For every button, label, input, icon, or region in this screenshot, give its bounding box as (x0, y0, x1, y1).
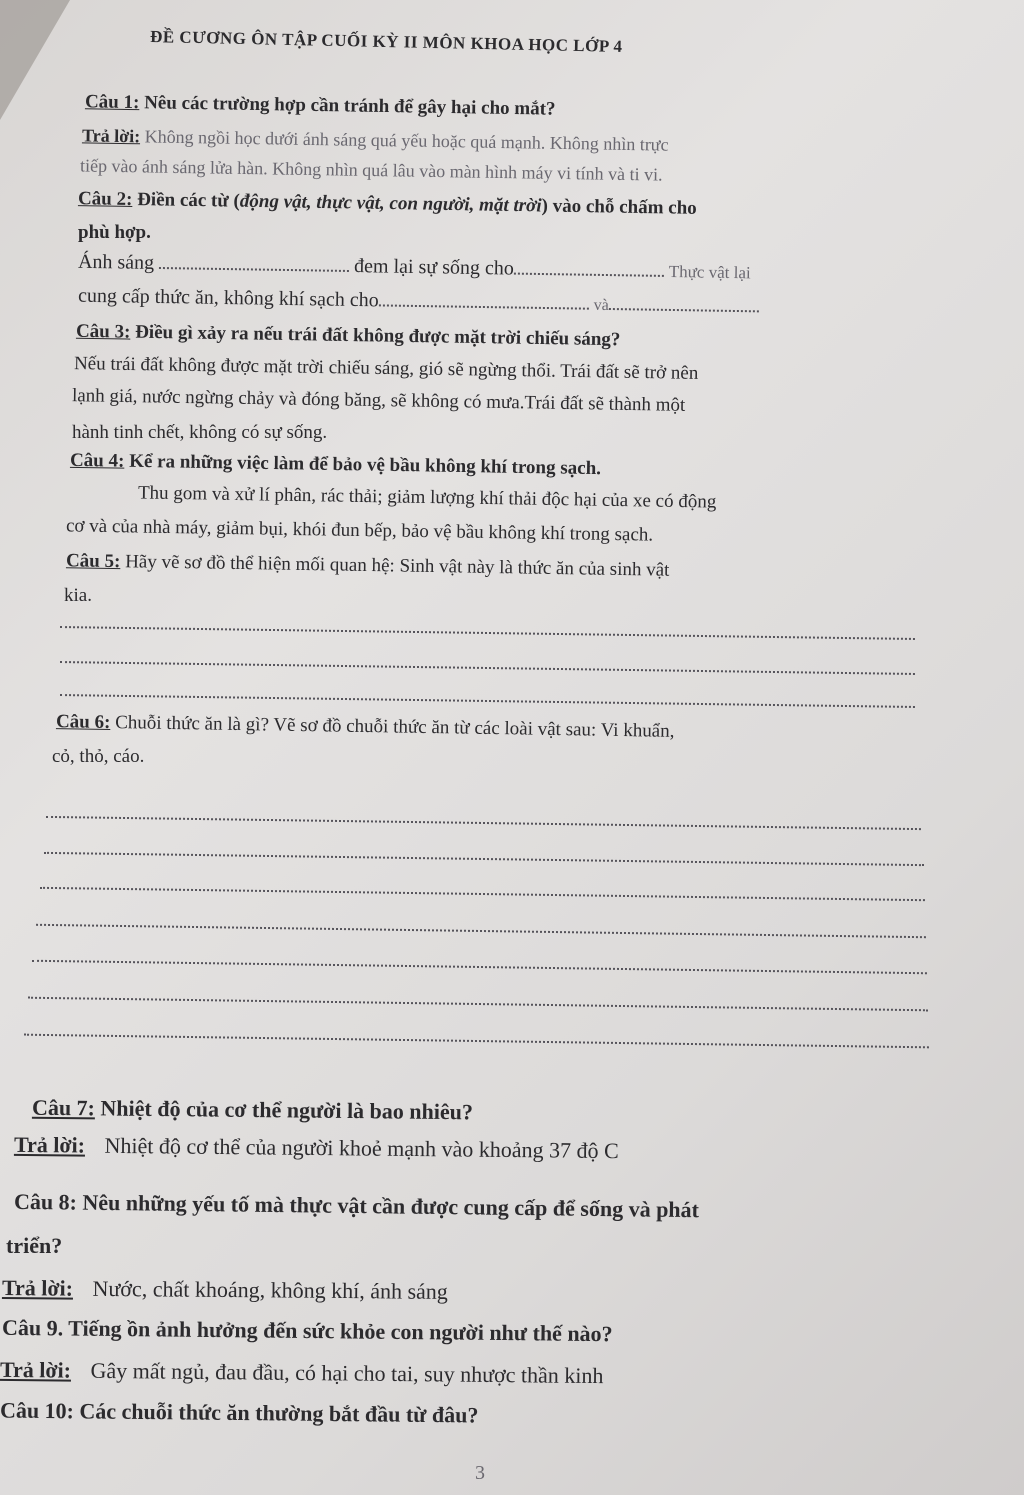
answer-5-blank-line-3[interactable] (60, 694, 915, 708)
question-8 (14, 1189, 699, 1223)
question-2-words: động vật, thực vật, con người, mặt trời (239, 190, 542, 217)
question-9-text: Tiếng ồn ảnh hưởng đến sức khỏe con người như thế nào? (63, 1315, 613, 1347)
answer-7 (14, 1132, 619, 1164)
question-1 (85, 91, 556, 120)
question-3-label: Câu 3: (75, 320, 131, 343)
answer-6-blank-line-5[interactable] (32, 960, 927, 974)
answer-3-line-3: hành tinh chết, không có sự sống. (72, 422, 328, 443)
answer-6-blank-line-2[interactable] (44, 852, 924, 866)
question-7 (32, 1095, 473, 1126)
answer-4-line-2: cơ và của nhà máy, giảm bụi, khói đun bếp, bảo vệ bầu không khí trong sạch. (65, 515, 654, 546)
question-10 (0, 1397, 479, 1428)
answer-1-label: Trả lời: (81, 125, 141, 147)
answer-1-line-2: tiếp vào ánh sáng lửa hàn. Không nhìn quá lâu vào màn hình máy vi tính và ti vi. (79, 155, 663, 185)
answer-7-text: Nhiệt độ cơ thể của người khoẻ mạnh vào khoảng 37 độ C (104, 1132, 619, 1164)
question-3-text: Điều gì xảy ra nếu trái đất không được mặt trời chiếu sáng? (130, 321, 621, 351)
question-2-text-a: Điền các từ ( (132, 188, 241, 212)
question-4 (70, 450, 601, 480)
question-6-label: Câu 6: (55, 711, 111, 733)
question-7-text: Nhiệt độ của cơ thể người là bao nhiêu? (94, 1095, 474, 1125)
answer-1-line-1 (82, 125, 669, 155)
answer-4-line-1: Thu gom và xử lí phân, rác thải; giảm lượng khí thải độc hại của xe có động (137, 482, 717, 513)
answer-5-blank-line-1[interactable] (60, 626, 915, 640)
question-6-line-2: cỏ, thỏ, cáo. (52, 746, 145, 767)
question-7-label: Câu 7: (31, 1094, 96, 1121)
question-4-text: Kể ra những việc làm để bảo vệ bầu không khí trong sạch. (124, 450, 602, 480)
fill-in-line-1 (78, 251, 751, 285)
question-9 (2, 1315, 613, 1347)
answer-9-label: Trả lời: (0, 1356, 72, 1383)
question-1-text: Nêu các trường hợp cần tránh để gây hại cho mắt? (139, 92, 556, 120)
fill-blank-2[interactable] (514, 259, 664, 277)
answer-7-label: Trả lời: (13, 1131, 86, 1158)
answer-9-text: Gây mất ngủ, đau đầu, có hại cho tai, suy nhược thần kinh (90, 1357, 604, 1389)
question-8-text-1: Nêu những yếu tố mà thực vật cần được cung cấp để sống và phát (76, 1189, 700, 1223)
answer-6-blank-line-1[interactable] (46, 816, 921, 830)
question-5-label: Câu 5: (65, 550, 121, 573)
question-2-label: Câu 2: (77, 188, 133, 210)
question-5 (66, 550, 670, 581)
question-2-text-b: ) vào chỗ chấm cho (541, 195, 697, 219)
question-3 (76, 321, 621, 352)
question-9-label: Câu 9. (1, 1314, 64, 1341)
fill-1-text-a: Ánh sáng (77, 250, 155, 274)
answer-6-blank-line-6[interactable] (28, 997, 928, 1012)
answer-3-line-1: Nếu trái đất không được mặt trời chiếu sáng, gió sẽ ngừng thổi. Trái đất sẽ trở nên (73, 353, 699, 384)
question-2-line-2: phù hợp. (78, 222, 151, 243)
fill-2-text-b: và (593, 296, 609, 314)
question-5-text-1: Hãy vẽ sơ đồ thể hiện mối quan hệ: Sinh vật này là thức ăn của sinh vật (120, 551, 670, 581)
fill-blank-1[interactable] (159, 253, 349, 272)
answer-8-text: Nước, chất khoáng, không khí, ánh sáng (92, 1275, 448, 1304)
fill-in-line-2 (78, 285, 759, 319)
question-4-label: Câu 4: (69, 449, 125, 472)
worksheet-title: ĐỀ CƯƠNG ÔN TẬP CUỐI KỲ II MÔN KHOA HỌC LỚP 4 (149, 27, 623, 56)
answer-3-line-2: lạnh giá, nước ngừng chảy và đóng băng, sẽ không có mưa.Trái đất sẽ thành một (71, 385, 686, 416)
folded-corner (0, 0, 70, 120)
question-8-line-2: triển? (6, 1233, 63, 1258)
question-2 (78, 188, 697, 220)
question-6 (56, 711, 675, 743)
question-8-label: Câu 8: (13, 1188, 78, 1215)
question-10-label: Câu 10: (0, 1397, 75, 1424)
fill-blank-4[interactable] (609, 294, 759, 312)
question-10-text: Các chuỗi thức ăn thường bắt đầu từ đâu? (73, 1398, 479, 1428)
answer-8 (2, 1275, 448, 1305)
answer-1-text-1: Không ngồi học dưới ánh sáng quá yếu hoặc quá mạnh. Không nhìn trực (140, 126, 669, 155)
fill-2-text-a: cung cấp thức ăn, không khí sạch cho (77, 284, 379, 312)
answer-6-blank-line-7[interactable] (24, 1034, 929, 1049)
answer-9 (0, 1357, 604, 1389)
question-6-text-1: Chuỗi thức ăn là gì? Vẽ sơ đồ chuỗi thức ăn từ các loài vật sau: Vi khuẩn, (110, 711, 675, 742)
fill-1-text-c: Thực vật lại (668, 261, 751, 283)
fill-1-text-b: đem lại sự sống cho (353, 255, 514, 280)
answer-5-blank-line-2[interactable] (60, 661, 915, 675)
question-1-label: Câu 1: (84, 91, 140, 114)
page-number: 3 (475, 1462, 485, 1484)
question-5-line-2: kia. (64, 585, 92, 606)
fill-blank-3[interactable] (379, 290, 589, 309)
answer-6-blank-line-3[interactable] (40, 887, 925, 901)
answer-6-blank-line-4[interactable] (36, 924, 926, 938)
answer-8-label: Trả lời: (1, 1275, 74, 1301)
